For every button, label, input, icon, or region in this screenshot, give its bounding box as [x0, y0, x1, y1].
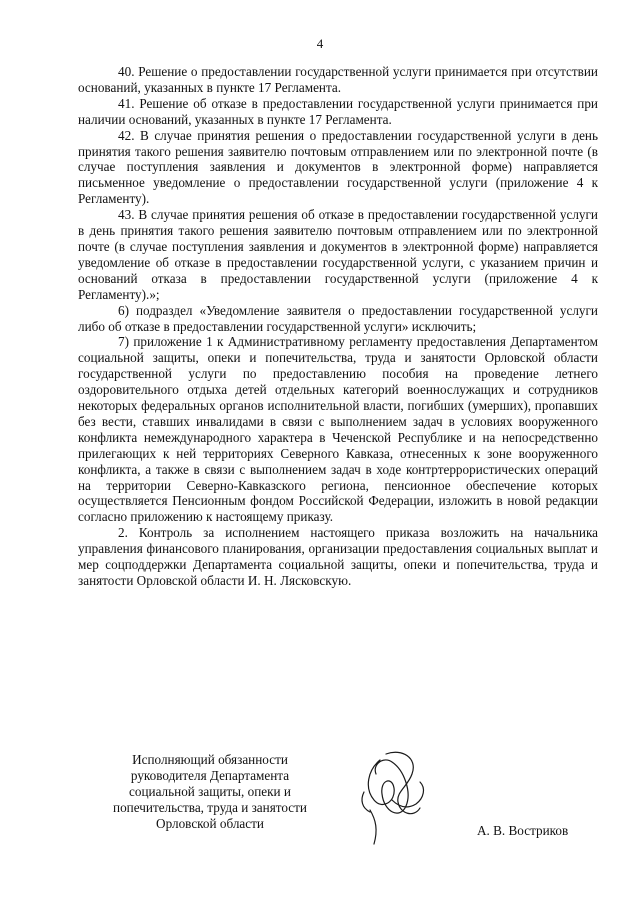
signatory-title-line: руководителя Департамента: [130, 768, 290, 783]
signatory-title-line: попечительства, труда и занятости: [113, 800, 307, 815]
paragraph-42: 42. В случае принятия решения о предоставлении государственной услуги в день принятия такого решения заявителю почтовым отправлением или по электронной почте (в случае поступления заявления и документов в электронной форме) направляется письменное уведомление о предоставлении государственной услуги (приложение 4 к Регламенту).: [78, 127, 598, 207]
paragraph-40: 40. Решение о предоставлении государственной услуги принимается при отсутствии оснований, указанных в пункте 17 Регламента.: [78, 64, 598, 95]
handwritten-signature: [340, 740, 450, 850]
signer-name: А. В. Востриков: [477, 823, 569, 838]
paragraph-43: 43. В случае принятия решения об отказе в предоставлении государственной услуги в день принятия такого решения заявителю почтовым отправлением или по электронной почте (в случае поступления заявления и документов в электронной форме) направляется уведомление об отказе в предоставлении государственной услуги, с указанием причин и оснований отказа в предоставлении государственной услуги (приложение 4 к Регламенту).»;: [78, 207, 598, 302]
signatory-title-line: Орловской области: [156, 816, 264, 831]
signatory-title-line: Исполняющий обязанности: [132, 752, 288, 767]
page-number: 4: [316, 36, 324, 51]
signatory-title: [80, 752, 340, 832]
paragraph-control: 2. Контроль за исполнением настоящего приказа возложить на начальника управления финансового планирования, организации предоставления социальных выплат и мер соцподдержки Департамента социальной защиты, опеки и попечительства, труда и занятости Орловской области И. Н. Лясковскую.: [78, 525, 598, 588]
document-body: [78, 64, 598, 589]
paragraph-41: 41. Решение об отказе в предоставлении государственной услуги принимается при наличии оснований, указанных в пункте 17 Регламента.: [78, 95, 598, 127]
signatory-title-line: социальной защиты, опеки и: [129, 784, 291, 799]
paragraph-item-7: 7) приложение 1 к Административному регламенту предоставления Департаментом социальной защиты, опеки и попечительства, труда и занятости Орловской области государственной услуги по предоставлению пособия на проведение летнего оздоровительного отдыха детей отдельных категорий военнослужащих и сотрудников некоторых федеральных органов исполнительной власти, погибших (умерших), пропавших без вести, ставших инвалидами в связи с выполнением задач в условиях вооруженного конфликта немеждународного характера в Чеченской Республике и на непосредственно прилегающих к ней территориях Северного Кавказа, отнесенных к зоне вооруженного конфликта, а также в связи с выполнением задач в ходе контртеррористических операций на территории Северно-Кавказского региона, пенсионное обеспечение которых осуществляется Пенсионным фондом Российской Федерации, изложить в новой редакции согласно приложению к настоящему приказу.: [78, 334, 598, 525]
paragraph-item-6: 6) подраздел «Уведомление заявителя о предоставлении государственной услуги либо об отказе в предоставлении государственной услуги» исключить;: [78, 302, 598, 334]
